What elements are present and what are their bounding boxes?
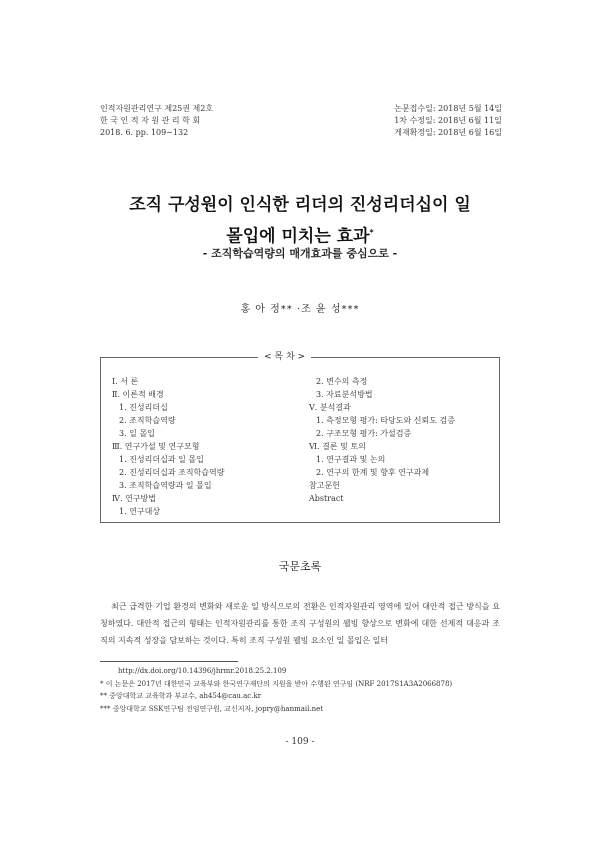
toc-item: 2. 구조모형 평가: 가설검증 — [316, 429, 412, 438]
doi-link[interactable]: http://dx.doi.org/10.14396/jhrmr.2018.25.2.109 — [118, 667, 287, 675]
toc-item: 1. 측정모형 평가: 타당도와 신뢰도 검증 — [316, 416, 455, 425]
footnote-divider — [100, 661, 238, 662]
issue-pages: 2018. 6. pp. 109∼132 — [100, 128, 189, 137]
toc-item: 참고문헌 — [309, 481, 340, 490]
toc-item: Ⅰ. 서 론 — [112, 377, 139, 386]
toc-item: 2. 연구의 한계 및 향후 연구과제 — [316, 468, 430, 477]
toc-item: 1. 진성리더십 — [119, 403, 168, 412]
footnotes — [100, 665, 452, 715]
toc-left-column — [112, 375, 224, 518]
toc-item: 2. 조직학습역량 — [119, 416, 176, 425]
society-name: 한 국 인 적 자 원 관 리 학 회 — [100, 116, 201, 125]
received-date: 논문접수일: 2018년 5월 14일 — [394, 104, 502, 113]
toc-item: Abstract — [309, 494, 344, 503]
toc-item: 2. 진성리더십과 조직학습역량 — [119, 468, 225, 477]
toc-item: Ⅵ. 결론 및 토의 — [309, 442, 366, 451]
author2-affiliation: *** 중앙대학교 SSK연구팀 전임연구원, 교신저자, jopry@hanmail.net — [100, 704, 324, 713]
title-footnote-mark: * — [369, 228, 374, 237]
paper-title — [0, 192, 600, 251]
toc-item: 3. 일 몰입 — [119, 429, 155, 438]
paper-subtitle: - 조직학습역량의 매개효과를 중심으로 - — [202, 247, 398, 260]
author1-affiliation: ** 중앙대학교 교육학과 부교수, ah454@cau.ac.kr — [100, 692, 262, 700]
toc-item: 3. 조직학습역량과 일 몰입 — [119, 481, 212, 490]
funding-note: * 이 논문은 2017년 대한민국 교육부와 한국연구재단의 지원을 받아 수행된 연구임 (NRF 2017S1A3A2066878) — [100, 679, 453, 688]
abstract-text: 최근 급격한 기업 환경의 변화와 새로운 일 방식으로의 전환은 인적자원관리 영역에 있어 대안적 접근 방식을 요청하였다. 대안적 접근의 형태는 인적자원관리를 통한 조직 구성원의 웰빙 향상으로 변화에 대한 선제적 대응과 조직의 지속적 성장을 담보하는 것이다. 특히 조직 구성원 웰빙 요소인 일 몰입은 일터 — [100, 602, 500, 645]
title-line-1: 조직 구성원이 인식한 리더의 진성리더십이 일 — [129, 195, 471, 215]
journal-name: 인적자원관리연구 제25권 제2호 — [100, 104, 214, 113]
submission-dates — [394, 103, 502, 139]
title-line-2-text: 몰입에 미치는 효과 — [226, 226, 370, 247]
revised-date: 1차 수정일: 2018년 6월 11일 — [394, 116, 502, 125]
abstract-body — [100, 598, 500, 649]
toc-item: Ⅱ. 이론적 배경 — [112, 390, 164, 399]
toc-item: Ⅴ. 분석결과 — [309, 403, 351, 412]
page-number: - 109 - — [285, 737, 315, 747]
author-line: 홍 아 정** ·조 윤 성*** — [240, 304, 360, 315]
toc-item: 1. 연구결과 및 논의 — [316, 455, 386, 464]
accepted-date: 게재확정일: 2018년 6월 16일 — [394, 128, 502, 137]
toc-item: Ⅲ. 연구가설 및 연구모형 — [112, 442, 200, 451]
toc-item: 2. 변수의 측정 — [316, 377, 368, 386]
abstract-title: 국문초록 — [278, 560, 322, 573]
journal-info — [100, 103, 213, 139]
toc-item: Ⅳ. 연구방법 — [112, 494, 156, 503]
toc-item: 1. 진성리더십과 일 몰입 — [119, 455, 204, 464]
toc-item: 3. 자료분석방법 — [316, 390, 373, 399]
toc-label: < 목 차 > — [258, 349, 311, 362]
toc-right-column — [309, 375, 455, 505]
toc-item: 1. 연구대상 — [119, 507, 161, 516]
